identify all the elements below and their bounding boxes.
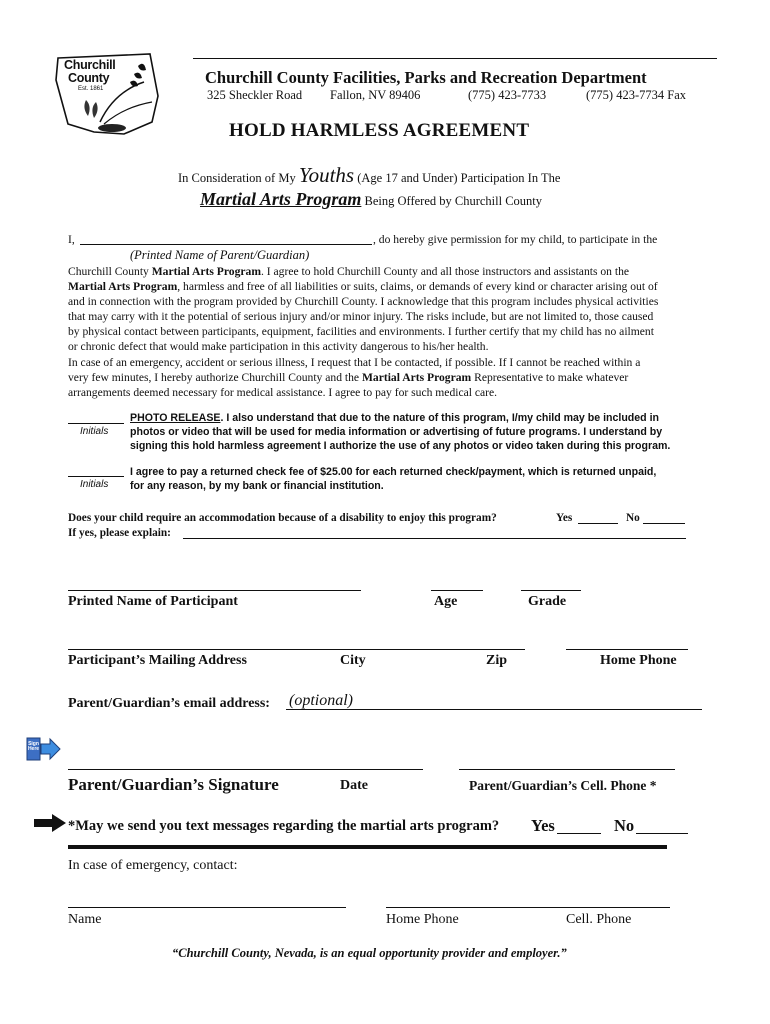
accommodation-explain-field[interactable] [183, 538, 686, 539]
sign-here-tab [26, 736, 62, 762]
org-phone: (775) 423-7733 [468, 88, 547, 102]
consideration-line [178, 163, 560, 188]
body-line-7: In case of an emergency, accident or serious illness, I request that I be contacted, if possible. If I cannot be reached within a [68, 355, 641, 369]
emergency-heading: In case of emergency, contact: [68, 858, 238, 873]
participant-grade-field[interactable] [521, 590, 581, 591]
emergency-phone-field[interactable] [386, 907, 670, 908]
body-line-6: or chronic defect that would make participation in this activity dangerous to his/her health. [68, 340, 489, 354]
body-line-3: and in connection with the program provided by Churchill County. I acknowledge that this program includes physical activities [68, 295, 659, 309]
body-line-9: arrangements deemed necessary for medical assistance. I agree to pay for such medical care. [68, 385, 498, 399]
body-line-2: Martial Arts Program, harmless and free of all liabilities or suits, claims, or demands of every kind or character arising out of [68, 280, 658, 294]
program-offered: Being Offered by Churchill County [364, 194, 543, 208]
participant-phone-label: Home Phone [600, 653, 677, 668]
emergency-cell-label: Cell. Phone [566, 912, 632, 927]
guardian-signature-field[interactable] [68, 769, 423, 770]
agreement-body [68, 264, 718, 400]
program-name: Martial Arts Program [200, 189, 362, 209]
document-title: HOLD HARMLESS AGREEMENT [229, 120, 530, 141]
accommodation-no-label: No [626, 512, 640, 524]
org-fax: (775) 423-7734 Fax [586, 88, 686, 102]
text-question-arrow [34, 814, 66, 837]
org-city: Fallon, NV 89406 [330, 88, 421, 102]
emergency-home-phone-label: Home Phone [386, 912, 459, 927]
participant-name-field[interactable] [68, 590, 361, 591]
accommodation-yes-field[interactable] [578, 523, 618, 524]
logo-text-1: Churchill [64, 58, 116, 72]
participant-phone-field[interactable] [566, 649, 688, 650]
body-line-1: Churchill County Martial Arts Program. I agree to hold Churchill County and all those instructors and assistants on the [68, 265, 630, 278]
participant-city-label: City [340, 653, 366, 668]
permission-line [68, 233, 75, 246]
text-no-label: No [614, 816, 635, 835]
consideration-prefix: In Consideration of My [178, 171, 296, 185]
body-line-4: that may carry with it the potential of serious injury and/or minor injury. The risks include, but are not limited to, those caused [68, 310, 654, 324]
guardian-email-label: Parent/Guardian’s email address: [68, 696, 270, 711]
guardian-cell-field[interactable] [459, 769, 675, 770]
photo-release-text: PHOTO RELEASE. I also understand that due to the nature of this program, I/my child may be included in photos or video that will be used for media information or advertising of future programs. I understand by signing this hold harmless agreement I authorize the use of any photos or video taken during this program. [130, 412, 671, 452]
participant-age-field[interactable] [431, 590, 483, 591]
consideration-suffix: (Age 17 and Under) Participation In The [357, 171, 561, 185]
right-arrow-icon [34, 814, 66, 832]
header-rule [193, 58, 717, 59]
emergency-name-label: Name [68, 912, 102, 927]
org-name: Churchill County Facilities, Parks and Recreation Department [205, 68, 647, 87]
body-line-8: very few minutes, I hereby authorize Churchill County and the Martial Arts Program Representative to make whatever [68, 370, 629, 384]
logo-est: Est. 1861 [78, 86, 104, 92]
accommodation-explain-label: If yes, please explain: [68, 527, 171, 539]
text-yes-field[interactable] [557, 833, 601, 834]
program-line [200, 189, 542, 210]
accommodation-yes-label: Yes [556, 512, 573, 524]
text-no-field[interactable] [636, 833, 688, 834]
participant-age-label: Age [434, 594, 458, 609]
parent-name-field[interactable] [80, 244, 372, 245]
participant-zip-label: Zip [486, 653, 508, 668]
county-logo [54, 52, 162, 136]
body-line-5: by physical contact between participants, equipment, facilities and environments. I further certify that my child has no ailment [68, 325, 654, 339]
guardian-signature-label: Parent/Guardian’s Signature [68, 775, 279, 794]
org-address: 325 Sheckler Road [207, 88, 303, 102]
check-initials-label: Initials [80, 479, 109, 490]
permission-suffix: , do hereby give permission for my child, to participate in the [373, 233, 658, 246]
photo-release-heading: PHOTO RELEASE [130, 412, 221, 424]
participant-address-field[interactable] [68, 649, 525, 650]
participant-address-label: Participant’s Mailing Address [68, 653, 247, 668]
emergency-name-field[interactable] [68, 907, 346, 908]
check-fee-text: I agree to pay a returned check fee of $25.00 for each returned check/payment, which is returned unpaid, for any reason, by my bank or financial institution. [130, 466, 657, 492]
section-divider [68, 845, 667, 849]
printed-name-caption: (Printed Name of Parent/Guardian) [130, 248, 310, 262]
sign-here-text: Sign Here [27, 741, 40, 752]
text-question: *May we send you text messages regarding the martial arts program? [68, 818, 500, 834]
accommodation-question: Does your child require an accommodation because of a disability to enjoy this program? [68, 512, 497, 524]
text-yes-label: Yes [531, 816, 555, 835]
accommodation-no-field[interactable] [643, 523, 685, 524]
photo-initials-field[interactable] [68, 423, 124, 424]
guardian-email-optional: (optional) [289, 692, 353, 709]
guardian-cell-label: Parent/Guardian’s Cell. Phone * [469, 778, 657, 793]
check-initials-field[interactable] [68, 476, 124, 477]
guardian-date-label: Date [340, 778, 368, 793]
footer-statement: “Churchill County, Nevada, is an equal opportunity provider and employer.” [172, 946, 567, 960]
youths-word: Youths [298, 163, 355, 187]
logo-text-2: County [68, 71, 110, 85]
participant-grade-label: Grade [528, 594, 567, 609]
participant-name-label: Printed Name of Participant [68, 594, 238, 609]
i-prefix: I, [68, 233, 75, 246]
photo-initials-label: Initials [80, 426, 109, 437]
guardian-email-field[interactable] [286, 709, 702, 710]
